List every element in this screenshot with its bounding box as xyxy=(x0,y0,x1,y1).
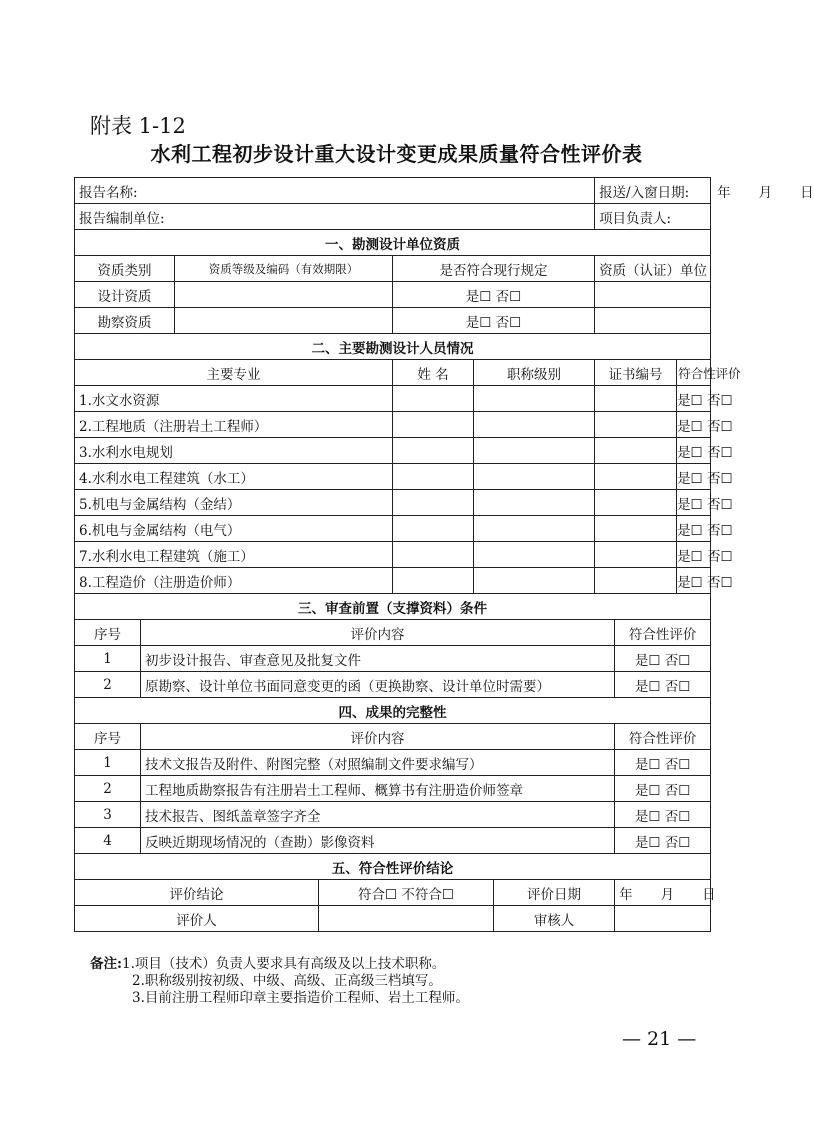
qualification-grade-field[interactable] xyxy=(175,282,393,308)
personnel-row xyxy=(75,438,711,464)
compliance-checkbox[interactable]: 是☐ 否☐ xyxy=(615,646,711,672)
reviewer-field[interactable] xyxy=(615,906,711,932)
certifying-unit-field[interactable] xyxy=(595,308,711,334)
person-name-field[interactable] xyxy=(393,516,474,542)
page-number: — 21 — xyxy=(622,1028,697,1050)
year-label: 年 xyxy=(619,886,633,903)
form-title: 水利工程初步设计重大设计变更成果质量符合性评价表 xyxy=(150,142,643,166)
personnel-row xyxy=(75,464,711,490)
section-4-title: 四、成果的完整性 xyxy=(75,698,711,724)
section-3-title-row xyxy=(75,594,711,620)
title-level-field[interactable] xyxy=(474,386,595,412)
compliance-checkbox[interactable]: 是☐ 否☐ xyxy=(393,308,595,334)
notes-label: 备注: xyxy=(90,956,122,972)
compliance-checkbox[interactable]: 是☐ 否☐ xyxy=(677,568,711,594)
compliance-checkbox[interactable]: 是☐ 否☐ xyxy=(615,828,711,854)
personnel-row xyxy=(75,490,711,516)
col-serial-no: 序号 xyxy=(75,724,141,750)
col-eval-content: 评价内容 xyxy=(141,724,615,750)
header-row-1 xyxy=(75,178,711,204)
note-item: 3.目前注册工程师印章主要指造价工程师、岩土工程师。 xyxy=(132,990,469,1006)
certifying-unit-field[interactable] xyxy=(595,282,711,308)
col-eval-content: 评价内容 xyxy=(141,620,615,646)
person-name-field[interactable] xyxy=(393,438,474,464)
eval-content: 技术文报告及附件、附图完整（对照编制文件要求编写） xyxy=(141,750,615,776)
title-level-field[interactable] xyxy=(474,568,595,594)
compliance-checkbox[interactable]: 是☐ 否☐ xyxy=(677,386,711,412)
serial-no: 1 xyxy=(75,646,141,672)
month-label: 月 xyxy=(758,184,773,201)
signature-row xyxy=(75,906,711,932)
serial-no: 1 xyxy=(75,750,141,776)
personnel-row xyxy=(75,568,711,594)
compiler-cell[interactable] xyxy=(75,204,595,230)
evaluation-form-table xyxy=(74,177,814,932)
qualification-type: 设计资质 xyxy=(75,282,175,308)
header-row-2 xyxy=(75,204,711,230)
col-serial-no: 序号 xyxy=(75,620,141,646)
title-level-field[interactable] xyxy=(474,542,595,568)
section-3-title: 三、审查前置（支撑资料）条件 xyxy=(75,594,711,620)
completeness-row xyxy=(75,828,711,854)
note-item: 2.职称级别按初级、中级、高级、正高级三档填写。 xyxy=(132,973,442,989)
section-2-title-row xyxy=(75,334,711,360)
compliance-checkbox[interactable]: 是☐ 否☐ xyxy=(677,490,711,516)
note-item: 1.项目（技术）负责人要求具有高级及以上技术职称。 xyxy=(121,956,446,972)
col-qualification-type: 资质类别 xyxy=(75,256,175,282)
conclusion-label: 评价结论 xyxy=(75,880,319,906)
section-2-header-row xyxy=(75,360,711,386)
serial-no: 4 xyxy=(75,828,141,854)
section-4-header-row xyxy=(75,724,711,750)
compliance-checkbox[interactable]: 是☐ 否☐ xyxy=(615,802,711,828)
certificate-no-field[interactable] xyxy=(595,516,677,542)
day-label: 日 xyxy=(702,886,716,903)
person-name-field[interactable] xyxy=(393,464,474,490)
year-label: 年 xyxy=(717,184,731,201)
personnel-row xyxy=(75,386,711,412)
certificate-no-field[interactable] xyxy=(595,438,677,464)
certificate-no-field[interactable] xyxy=(595,490,677,516)
title-level-field[interactable] xyxy=(474,490,595,516)
col-compliance-eval: 符合性评价 xyxy=(615,620,711,646)
precondition-row xyxy=(75,672,711,698)
eval-date-field[interactable] xyxy=(615,880,716,906)
note-line xyxy=(90,956,469,973)
qualification-type: 勘察资质 xyxy=(75,308,175,334)
section-1-title: 一、勘测设计单位资质 xyxy=(75,230,711,256)
section-1-header-row xyxy=(75,256,711,282)
certificate-no-field[interactable] xyxy=(595,386,677,412)
specialty-label: 8.工程造价（注册造价师） xyxy=(75,568,393,594)
report-name-label: 报告名称: xyxy=(79,184,138,201)
section-5-title-row xyxy=(75,854,711,880)
completeness-row xyxy=(75,802,711,828)
day-label: 日 xyxy=(800,184,814,201)
specialty-label: 5.机电与金属结构（金结） xyxy=(75,490,393,516)
col-certificate-no: 证书编号 xyxy=(595,360,677,386)
compliance-checkbox[interactable]: 是☐ 否☐ xyxy=(677,412,711,438)
certificate-no-field[interactable] xyxy=(595,542,677,568)
eval-content: 工程地质勘察报告有注册岩土工程师、概算书有注册造价师签章 xyxy=(141,776,615,802)
specialty-label: 1.水文水资源 xyxy=(75,386,393,412)
certificate-no-field[interactable] xyxy=(595,464,677,490)
compliance-checkbox[interactable]: 是☐ 否☐ xyxy=(615,750,711,776)
specialty-label: 2.工程地质（注册岩土工程师） xyxy=(75,412,393,438)
col-compliance-eval: 符合性评价 xyxy=(677,360,711,386)
col-name: 姓 名 xyxy=(393,360,474,386)
col-compliance: 是否符合现行规定 xyxy=(393,256,595,282)
title-level-field[interactable] xyxy=(474,438,595,464)
compliance-checkbox[interactable]: 是☐ 否☐ xyxy=(677,516,711,542)
person-name-field[interactable] xyxy=(393,386,474,412)
title-level-field[interactable] xyxy=(474,464,595,490)
person-name-field[interactable] xyxy=(393,568,474,594)
reviewer-label: 审核人 xyxy=(494,906,615,932)
project-lead-cell[interactable] xyxy=(595,204,711,230)
evaluator-field[interactable] xyxy=(319,906,494,932)
completeness-row xyxy=(75,776,711,802)
section-5-title: 五、符合性评价结论 xyxy=(75,854,711,880)
personnel-row xyxy=(75,516,711,542)
compiler-label: 报告编制单位: xyxy=(79,210,165,227)
col-specialty: 主要专业 xyxy=(75,360,393,386)
section-1-row xyxy=(75,282,711,308)
certificate-no-field[interactable] xyxy=(595,412,677,438)
personnel-row xyxy=(75,542,711,568)
person-name-field[interactable] xyxy=(393,542,474,568)
compliance-checkbox[interactable]: 是☐ 否☐ xyxy=(677,464,711,490)
section-1-row xyxy=(75,308,711,334)
col-certifying-unit: 资质（认证）单位 xyxy=(595,256,711,282)
specialty-label: 4.水利水电工程建筑（水工） xyxy=(75,464,393,490)
submit-date-cell[interactable] xyxy=(595,178,814,204)
compliance-checkbox[interactable]: 是☐ 否☐ xyxy=(615,672,711,698)
qualification-grade-field[interactable] xyxy=(175,308,393,334)
compliance-checkbox[interactable]: 是☐ 否☐ xyxy=(677,542,711,568)
appendix-label: 附表 1-12 xyxy=(90,114,186,138)
section-2-title: 二、主要勘测设计人员情况 xyxy=(75,334,711,360)
eval-date-label: 评价日期 xyxy=(494,880,615,906)
specialty-label: 3.水利水电规划 xyxy=(75,438,393,464)
personnel-row xyxy=(75,412,711,438)
month-label: 月 xyxy=(660,886,675,903)
eval-content: 初步设计报告、审查意见及批复文件 xyxy=(141,646,615,672)
col-qualification-grade: 资质等级及编码（有效期限） xyxy=(175,256,393,282)
certificate-no-field[interactable] xyxy=(595,568,677,594)
specialty-label: 7.水利水电工程建筑（施工） xyxy=(75,542,393,568)
col-title-level: 职称级别 xyxy=(474,360,595,386)
submit-date-label: 报送/入窗日期: xyxy=(599,184,690,201)
report-name-cell[interactable] xyxy=(75,178,595,204)
notes-block xyxy=(90,956,469,1007)
precondition-row xyxy=(75,646,711,672)
conclusion-row xyxy=(75,880,711,906)
project-lead-label: 项目负责人: xyxy=(599,210,672,227)
title-level-field[interactable] xyxy=(474,412,595,438)
eval-content: 反映近期现场情况的（查勘）影像资料 xyxy=(141,828,615,854)
completeness-row xyxy=(75,750,711,776)
serial-no: 3 xyxy=(75,802,141,828)
section-4-title-row xyxy=(75,698,711,724)
compliance-checkbox[interactable]: 是☐ 否☐ xyxy=(393,282,595,308)
person-name-field[interactable] xyxy=(393,412,474,438)
compliance-checkbox[interactable]: 是☐ 否☐ xyxy=(615,776,711,802)
section-1-title-row xyxy=(75,230,711,256)
serial-no: 2 xyxy=(75,776,141,802)
conclusion-checkbox[interactable]: 符合☐ 不符合☐ xyxy=(319,880,494,906)
eval-content: 技术报告、图纸盖章签字齐全 xyxy=(141,802,615,828)
col-compliance-eval: 符合性评价 xyxy=(615,724,711,750)
serial-no: 2 xyxy=(75,672,141,698)
compliance-checkbox[interactable]: 是☐ 否☐ xyxy=(677,438,711,464)
person-name-field[interactable] xyxy=(393,490,474,516)
eval-content: 原勘察、设计单位书面同意变更的函（更换勘察、设计单位时需要） xyxy=(141,672,615,698)
section-3-header-row xyxy=(75,620,711,646)
evaluator-label: 评价人 xyxy=(75,906,319,932)
title-level-field[interactable] xyxy=(474,516,595,542)
specialty-label: 6.机电与金属结构（电气） xyxy=(75,516,393,542)
